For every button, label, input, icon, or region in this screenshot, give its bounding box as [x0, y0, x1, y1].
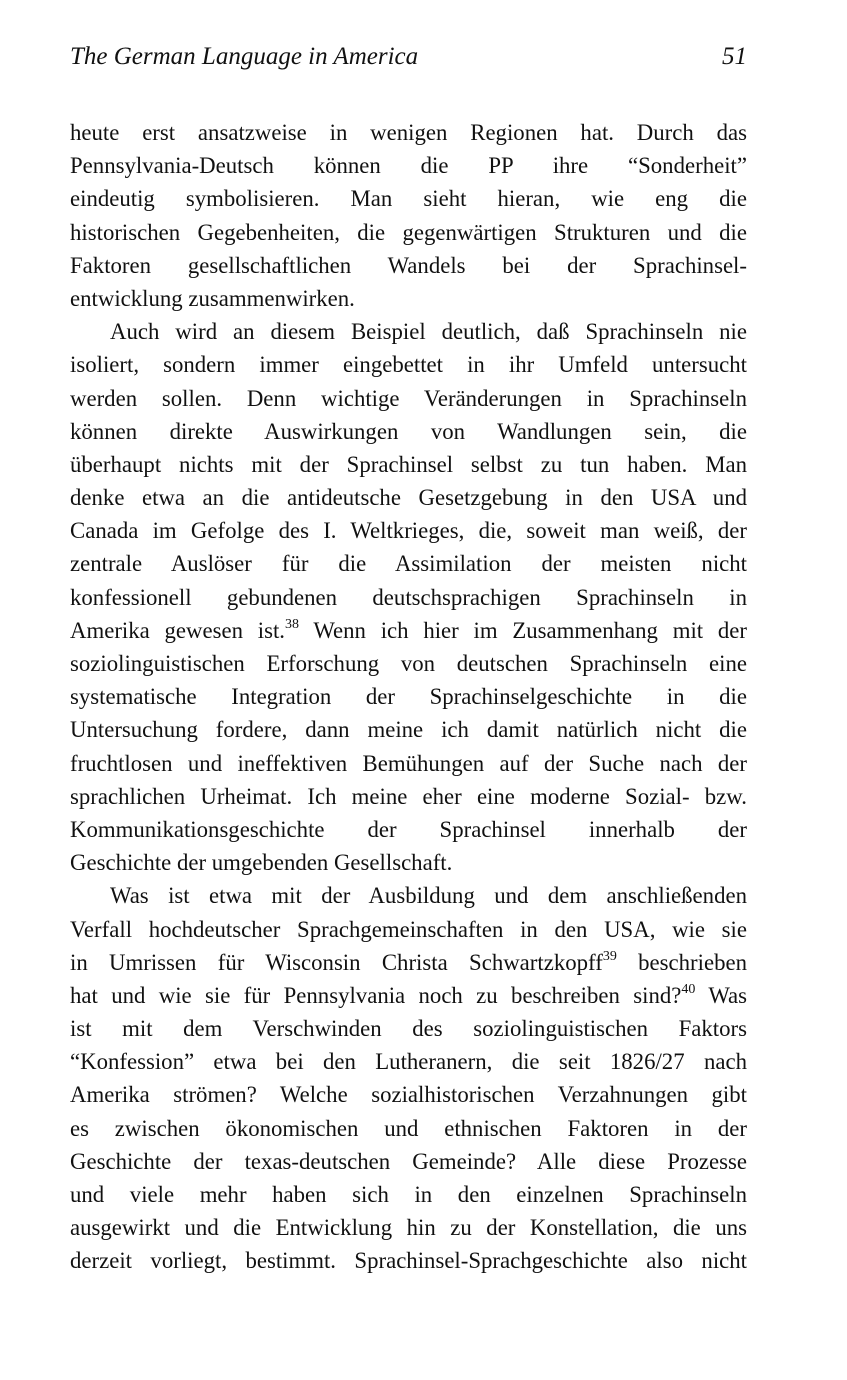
- text-line: derzeit vorliegt, bestimmt. Sprachinsel-Sprachgeschichte also nicht: [70, 1248, 747, 1274]
- text-line: isoliert, sondern immer eingebettet in ihr Umfeld untersucht: [70, 352, 747, 378]
- text-line: Faktoren gesellschaftlichen Wandels bei der Sprachinsel-: [70, 252, 747, 278]
- line-text-before: Amerika gewesen ist.: [70, 617, 285, 643]
- text-line: systematische Integration der Sprachinselgeschichte in die: [70, 684, 747, 710]
- text-line: es zwischen ökonomischen und ethnischen Faktoren in der: [70, 1115, 747, 1141]
- text-line: Pennsylvania-Deutsch können die PP ihre “Sonderheit”: [70, 153, 747, 179]
- text-line: Kommunikationsgeschichte der Sprachinsel innerhalb der: [70, 816, 747, 842]
- text-line: werden sollen. Denn wichtige Veränderungen in Sprachinseln: [70, 385, 747, 411]
- footnote-ref-40: 40: [681, 982, 696, 998]
- line-text-after: Was: [695, 982, 748, 1008]
- page-number: 51: [722, 43, 747, 70]
- text-line: “Konfession” etwa bei den Lutheranern, die seit 1826/27 nach: [70, 1049, 747, 1075]
- text-line: und viele mehr haben sich in den einzelnen Sprachinseln: [70, 1182, 747, 1207]
- body-text: [70, 116, 747, 1278]
- text-line: können direkte Auswirkungen von Wandlungen sein, die: [70, 418, 747, 444]
- text-line: [70, 979, 747, 1012]
- text-line: Canada im Gefolge des I. Weltkrieges, die, soweit man weiß, der: [70, 518, 747, 544]
- text-line: Was ist etwa mit der Ausbildung und dem anschließenden: [110, 883, 747, 909]
- text-line: soziolinguistischen Erforschung von deutschen Sprachinseln eine: [70, 651, 747, 676]
- text-line: ist mit dem Verschwinden des soziolinguistischen Faktors: [70, 1016, 747, 1042]
- text-line: konfessionell gebundenen deutschsprachigen Sprachinseln in: [70, 584, 747, 610]
- running-head: [70, 40, 747, 74]
- text-line: entwicklung zusammenwirken.: [70, 285, 355, 311]
- line-text-before: in Umrissen für Wisconsin Christa Schwartzkopff: [70, 949, 603, 975]
- text-line: [70, 946, 747, 979]
- line-text-before: hat und wie sie für Pennsylvania noch zu beschreiben sind?: [70, 982, 682, 1008]
- footnote-ref-38: 38: [285, 617, 299, 633]
- text-line: heute erst ansatzweise in wenigen Regionen hat. Durch das: [70, 120, 747, 145]
- text-line: eindeutig symbolisieren. Man sieht hieran, wie eng die: [70, 186, 747, 212]
- text-line: Verfall hochdeutscher Sprachgemeinschaften in den USA, wie sie: [70, 916, 747, 942]
- text-line: überhaupt nichts mit der Sprachinsel selbst zu tun haben. Man: [70, 451, 747, 477]
- text-line: Geschichte der texas-deutschen Gemeinde? Alle diese Prozesse: [70, 1148, 747, 1174]
- footnote-ref-39: 39: [602, 949, 617, 965]
- text-line: Amerika strömen? Welche sozialhistorischen Verzahnungen gibt: [70, 1082, 747, 1108]
- text-line: Geschichte der umgebenden Gesellschaft.: [70, 850, 453, 876]
- text-line: historischen Gegebenheiten, die gegenwärtigen Strukturen und die: [70, 219, 747, 245]
- line-text-after: Wenn ich hier im Zusammenhang mit der: [299, 617, 747, 643]
- text-line: fruchtlosen und ineffektiven Bemühungen auf der Suche nach der: [70, 750, 747, 776]
- line-text-after: beschrieben: [616, 949, 747, 975]
- text-line: denke etwa an die antideutsche Gesetzgebung in den USA und: [70, 485, 747, 511]
- text-line: Auch wird an diesem Beispiel deutlich, daß Sprachinseln nie: [110, 319, 747, 345]
- text-line: sprachlichen Urheimat. Ich meine eher eine moderne Sozial- bzw.: [70, 783, 747, 809]
- text-line: zentrale Auslöser für die Assimilation der meisten nicht: [70, 551, 747, 577]
- text-line: ausgewirkt und die Entwicklung hin zu der Konstellation, die uns: [70, 1215, 747, 1241]
- running-title: The German Language in America: [70, 43, 419, 70]
- text-line: Untersuchung fordere, dann meine ich damit natürlich nicht die: [70, 717, 747, 743]
- text-line: [70, 614, 747, 647]
